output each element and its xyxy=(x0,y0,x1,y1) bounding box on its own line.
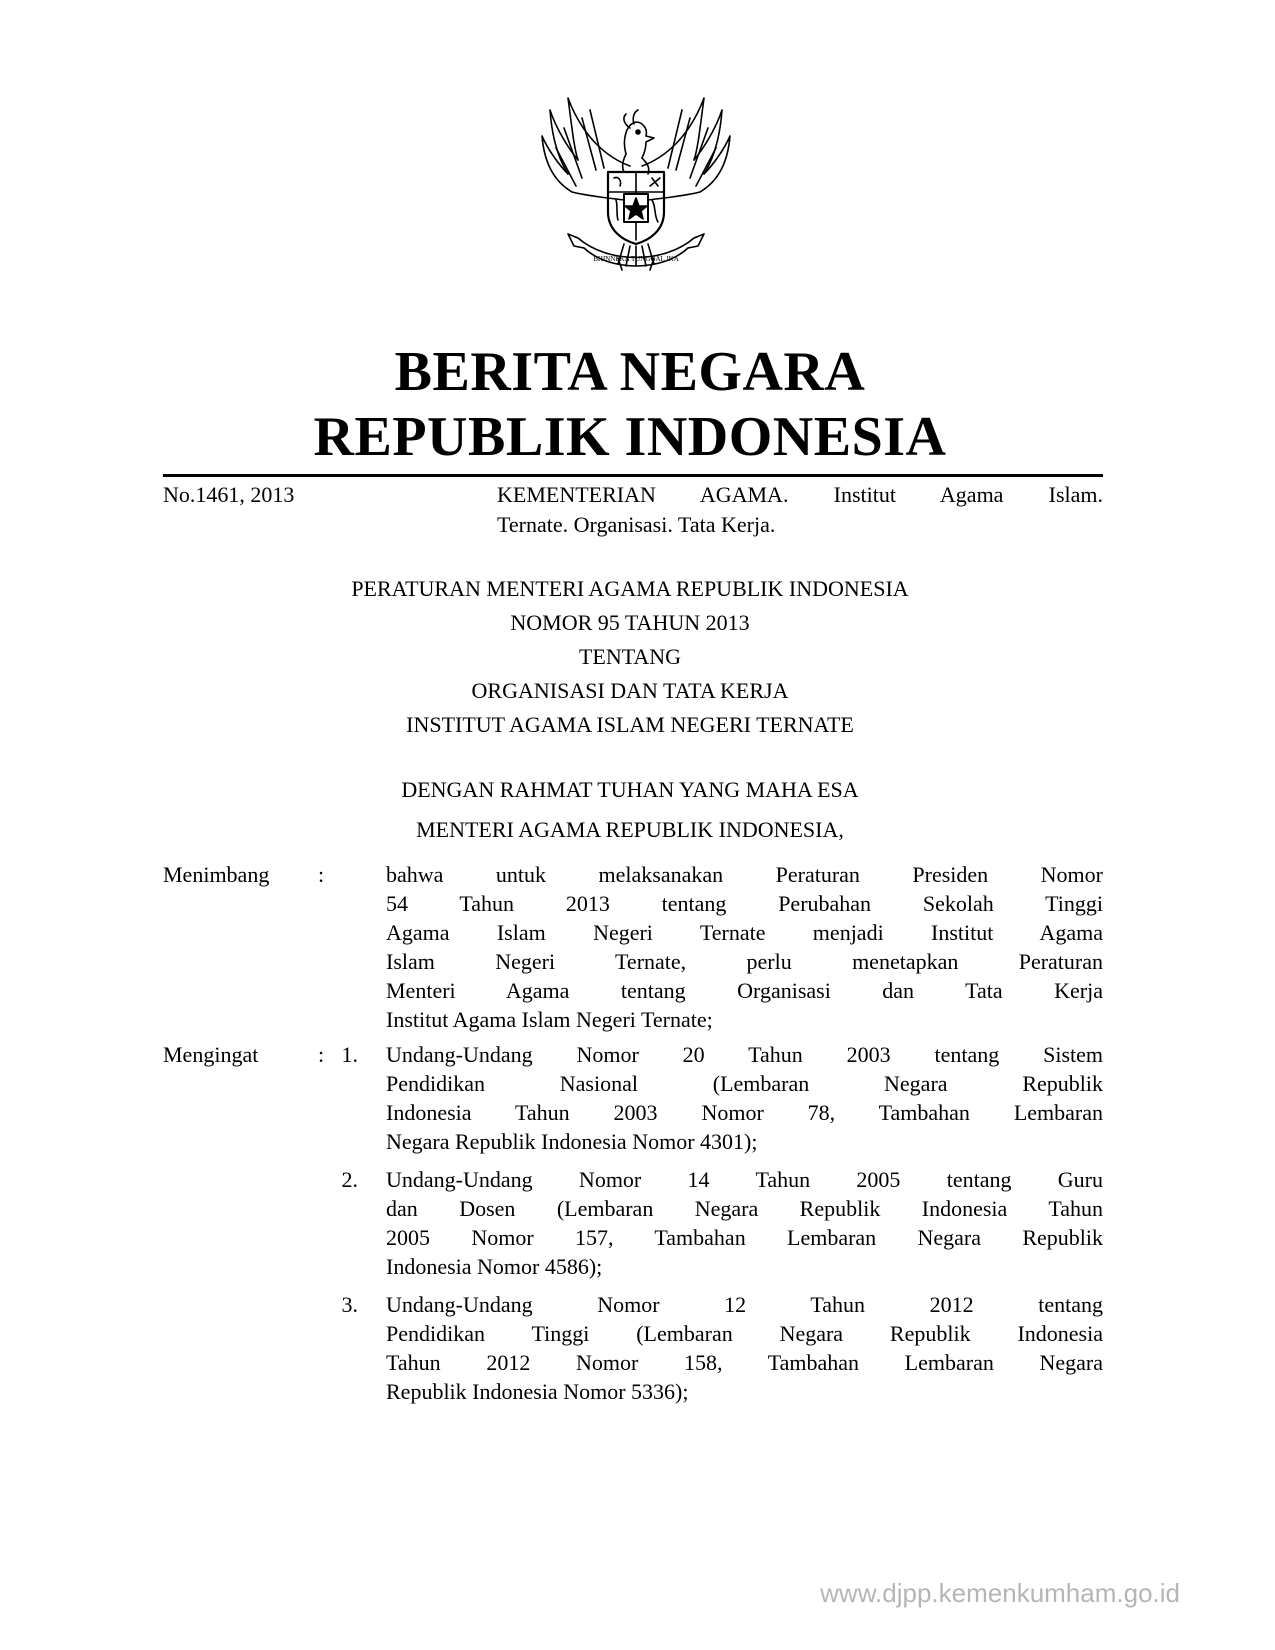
masthead-title-line2: REPUBLIK INDONESIA xyxy=(313,406,947,468)
masthead-title-line1: BERITA NEGARA xyxy=(394,341,866,403)
document-number: No.1461, 2013 xyxy=(163,482,295,507)
text-line: Agama Islam Negeri Ternate menjadi Institut Agama xyxy=(386,920,1103,945)
document-subject-line: Ternate. Organisasi. Tata Kerja. xyxy=(497,512,776,537)
list-item xyxy=(386,1040,1103,1156)
text-line: Undang-Undang Nomor 12 Tahun 2012 tentang xyxy=(386,1292,1103,1317)
text-line: Undang-Undang Nomor 20 Tahun 2003 tentang Sistem xyxy=(386,1042,1103,1067)
text-line: Pendidikan Nasional (Lembaran Negara Republik xyxy=(386,1071,1103,1096)
garuda-emblem-icon xyxy=(538,88,734,288)
text-line: Institut Agama Islam Negeri Ternate; xyxy=(386,1007,713,1032)
preamble-line: MENTERI AGAMA REPUBLIK INDONESIA, xyxy=(416,817,844,842)
text-line: Pendidikan Tinggi (Lembaran Negara Republik Indonesia xyxy=(386,1321,1103,1346)
mengingat-label: Mengingat xyxy=(163,1042,259,1067)
preamble-line: DENGAN RAHMAT TUHAN YANG MAHA ESA xyxy=(401,777,859,802)
menimbang-colon: : xyxy=(318,862,325,887)
text-line: Tahun 2012 Nomor 158, Tambahan Lembaran Negara xyxy=(386,1350,1103,1375)
watermark-link[interactable]: www.djpp.kemenkumham.go.id xyxy=(820,1578,1180,1608)
text-line: 2005 Nomor 157, Tambahan Lembaran Negara Republik xyxy=(386,1225,1103,1250)
text-line: Menteri Agama tentang Organisasi dan Tata Kerja xyxy=(386,978,1103,1003)
preamble xyxy=(160,770,1100,850)
masthead-rule xyxy=(163,474,1103,477)
text-line: bahwa untuk melaksanakan Peraturan Presiden Nomor xyxy=(386,862,1103,887)
title-line: INSTITUT AGAMA ISLAM NEGERI TERNATE xyxy=(406,712,854,737)
document-subject xyxy=(497,480,1103,540)
text-line: Negara Republik Indonesia Nomor 4301); xyxy=(386,1129,758,1154)
list-item-number: 3. xyxy=(341,1292,358,1317)
text-line: Indonesia Tahun 2003 Nomor 78, Tambahan Lembaran xyxy=(386,1100,1103,1125)
list-item xyxy=(386,1165,1103,1281)
document-subject-line: KEMENTERIAN AGAMA. Institut Agama Islam. xyxy=(497,482,1103,507)
list-item xyxy=(386,1290,1103,1406)
list-item-number: 2. xyxy=(341,1167,358,1192)
mengingat-colon: : xyxy=(318,1042,325,1067)
text-line: Undang-Undang Nomor 14 Tahun 2005 tentang Guru xyxy=(386,1167,1103,1192)
title-line: TENTANG xyxy=(578,644,682,669)
text-line: 54 Tahun 2013 tentang Perubahan Sekolah Tinggi xyxy=(386,891,1103,916)
text-line: Indonesia Nomor 4586); xyxy=(386,1254,603,1279)
list-item-number: 1. xyxy=(341,1042,358,1067)
text-line: Republik Indonesia Nomor 5336); xyxy=(386,1379,689,1404)
title-line: ORGANISASI DAN TATA KERJA xyxy=(471,678,789,703)
text-line: dan Dosen (Lembaran Negara Republik Indonesia Tahun xyxy=(386,1196,1103,1221)
menimbang-label: Menimbang xyxy=(163,862,270,887)
title-line: NOMOR 95 TAHUN 2013 xyxy=(510,610,750,635)
menimbang-text xyxy=(386,860,1103,1034)
title-line: PERATURAN MENTERI AGAMA REPUBLIK INDONESIA xyxy=(351,576,909,601)
text-line: Islam Negeri Ternate, perlu menetapkan Peraturan xyxy=(386,949,1103,974)
regulation-title xyxy=(160,572,1100,742)
emblem-motto: BHINNEKA TUNGGAL IKA xyxy=(593,255,679,263)
